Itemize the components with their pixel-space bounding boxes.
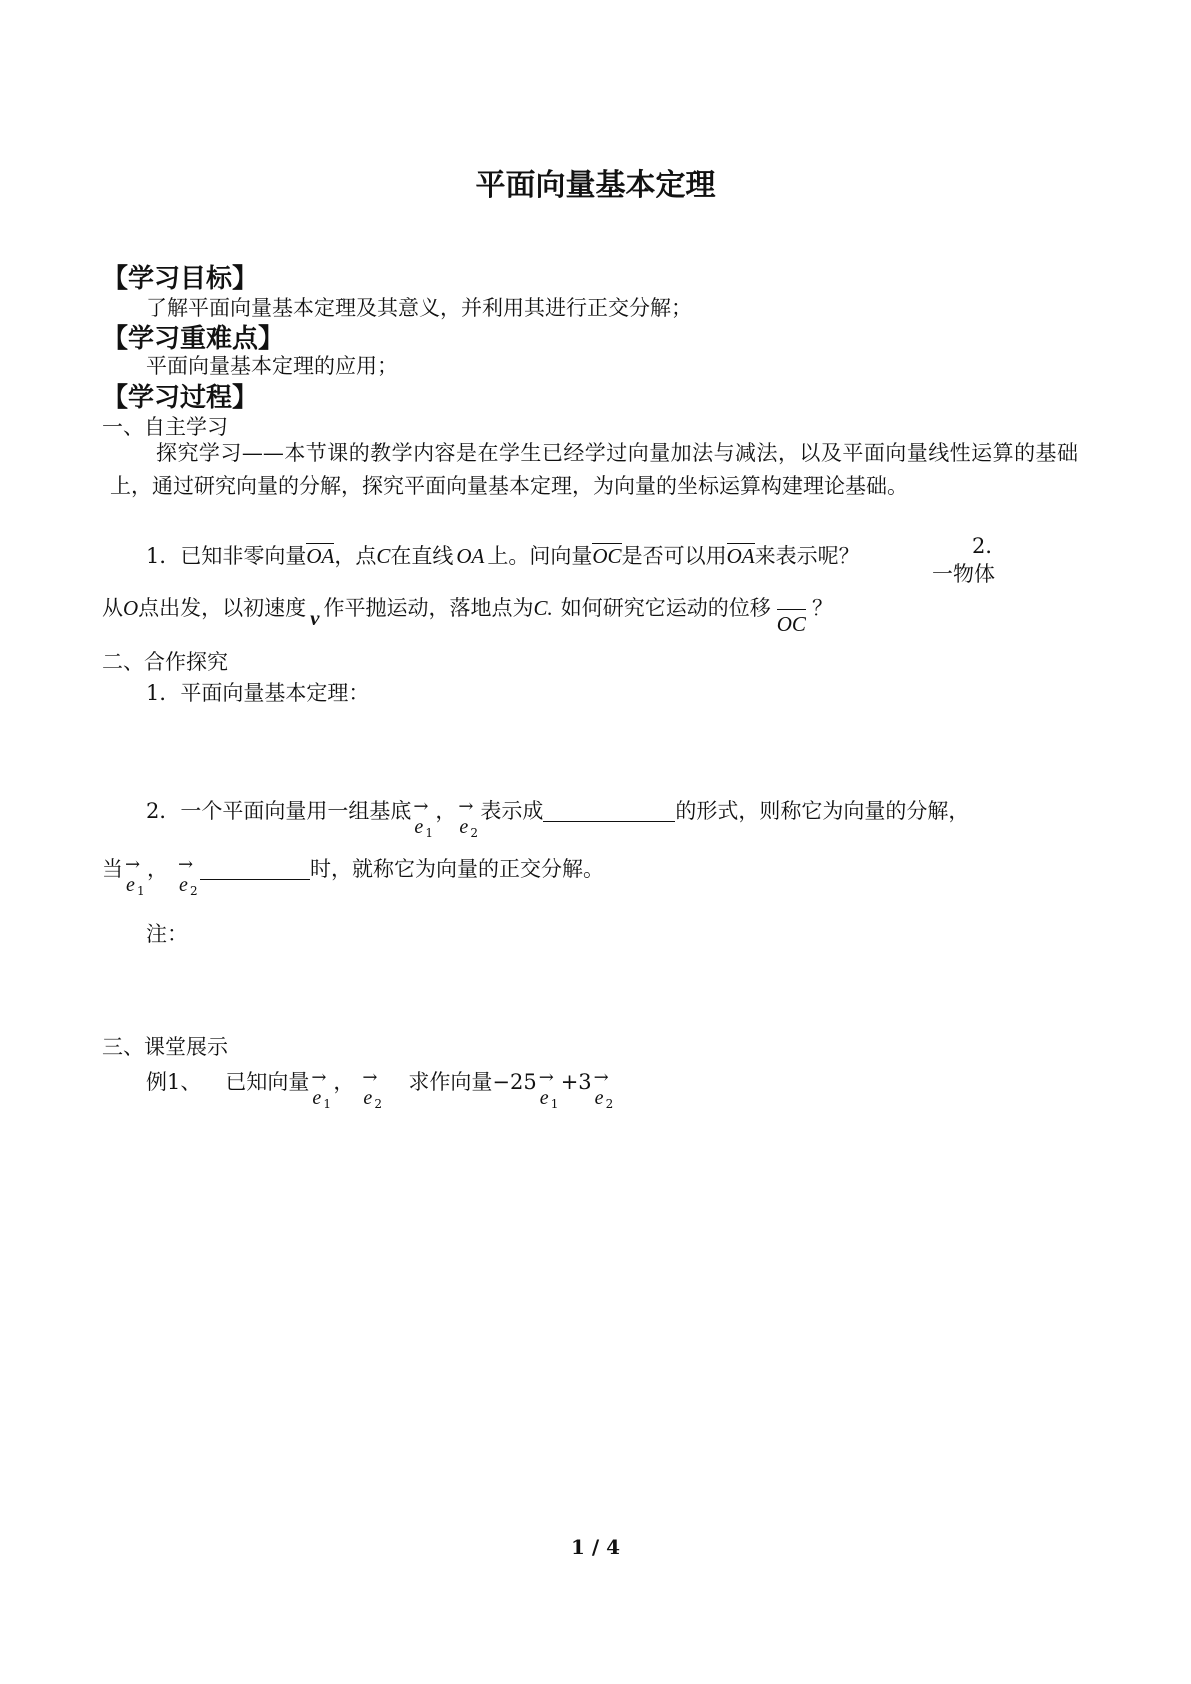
part2-heading: 二、合作探究 — [102, 650, 228, 674]
q1-text-a: 1．已知非零向量 — [146, 544, 307, 568]
fill-blank-form[interactable] — [543, 799, 675, 822]
velocity-v: v — [310, 606, 320, 630]
note-label: 注： — [146, 922, 188, 946]
question-1 — [146, 540, 860, 570]
q2-text-c: 点出发，以初速度 — [138, 596, 307, 620]
example-label: 例1、 — [146, 1070, 202, 1094]
vector-oc-2: OC — [777, 609, 806, 637]
q1-text-c: 在直线 — [390, 544, 454, 568]
page-title: 平面向量基本定理 — [475, 168, 716, 203]
point-o: O — [123, 596, 139, 620]
vector-e2-c: → e 2 — [362, 1067, 383, 1111]
fill-blank-condition[interactable] — [200, 857, 310, 880]
theorem-item: 1．平面向量基本定理： — [146, 681, 370, 705]
vector-e1-d: → e 1 — [538, 1067, 559, 1111]
item2-text-a: 2．一个平面向量用一组基底 — [146, 799, 412, 823]
ex1-text-e: +3 — [560, 1070, 592, 1094]
q2-text-e: 如何研究它运动的位移 — [560, 596, 771, 620]
q1-text-b: ，点 — [334, 544, 377, 568]
question-2-text-a: 一物体 — [932, 562, 995, 586]
comma-2: ， — [147, 857, 168, 881]
page-number: 1 / 4 — [570, 1535, 621, 1559]
q1-text-f: 来表示呢？ — [754, 544, 860, 568]
part3-heading: 三、课堂展示 — [102, 1035, 228, 1059]
difficulty-heading: 【学习重难点】 — [102, 324, 285, 354]
decomposition-item — [146, 795, 970, 840]
vector-e2-b: → e 2 — [178, 854, 198, 898]
process-heading: 【学习过程】 — [102, 383, 259, 413]
q1-text-e: 是否可以用 — [621, 544, 727, 568]
line-oa: OA — [456, 544, 485, 568]
item2-text-c: 的形式，则称它为向量的分解， — [675, 799, 970, 823]
comma: ， — [435, 799, 457, 823]
q1-text-d: 上。问向量 — [487, 544, 593, 568]
vector-e1-c: → e 1 — [311, 1067, 332, 1111]
orthogonal-line — [102, 853, 604, 898]
question-2-number: 2． — [972, 534, 1007, 558]
item2-text-b: 表示成 — [480, 799, 544, 823]
vector-oc: OC — [592, 544, 622, 568]
ex1-comma: ， — [333, 1070, 355, 1094]
part1-intro: 探究学习——本节课的教学内容是在学生已经学过向量加法与减法，以及平面向量线性运算的基础上，通过研究向量的分解，探究平面向量基本定理，为向量的坐标运算构建理论基础。 — [110, 441, 1078, 498]
vector-e2: → e 2 — [458, 796, 479, 840]
q2-text-d: 作平抛运动，落地点为 — [323, 596, 534, 620]
item2-text-e: 时，就称它为向量的正交分解。 — [310, 857, 604, 881]
vector-e2-d: → e 2 — [593, 1067, 614, 1111]
ex1-text-b: 已知向量 — [225, 1070, 310, 1094]
difficulty-text: 平面向量基本定理的应用； — [146, 354, 398, 378]
vector-oa: OA — [306, 544, 335, 568]
vector-e1: → e 1 — [413, 796, 434, 840]
ex1-text-d: 求作向量−25 — [408, 1070, 537, 1094]
question-2 — [102, 592, 833, 637]
vector-e1-b: → e 1 — [125, 854, 145, 898]
part1-heading: 一、自主学习 — [102, 415, 228, 439]
point-c-landing: C. — [533, 596, 553, 620]
goal-text: 了解平面向量基本定理及其意义，并利用其进行正交分解； — [146, 296, 692, 320]
q2-text-b: 从 — [102, 596, 123, 620]
example-1 — [146, 1066, 616, 1111]
q2-text-f: ？ — [811, 596, 833, 620]
point-c: C — [376, 544, 391, 568]
item2-text-d: 当 — [102, 857, 123, 881]
goal-heading: 【学习目标】 — [102, 264, 259, 294]
vector-oa-2: OA — [726, 544, 755, 568]
